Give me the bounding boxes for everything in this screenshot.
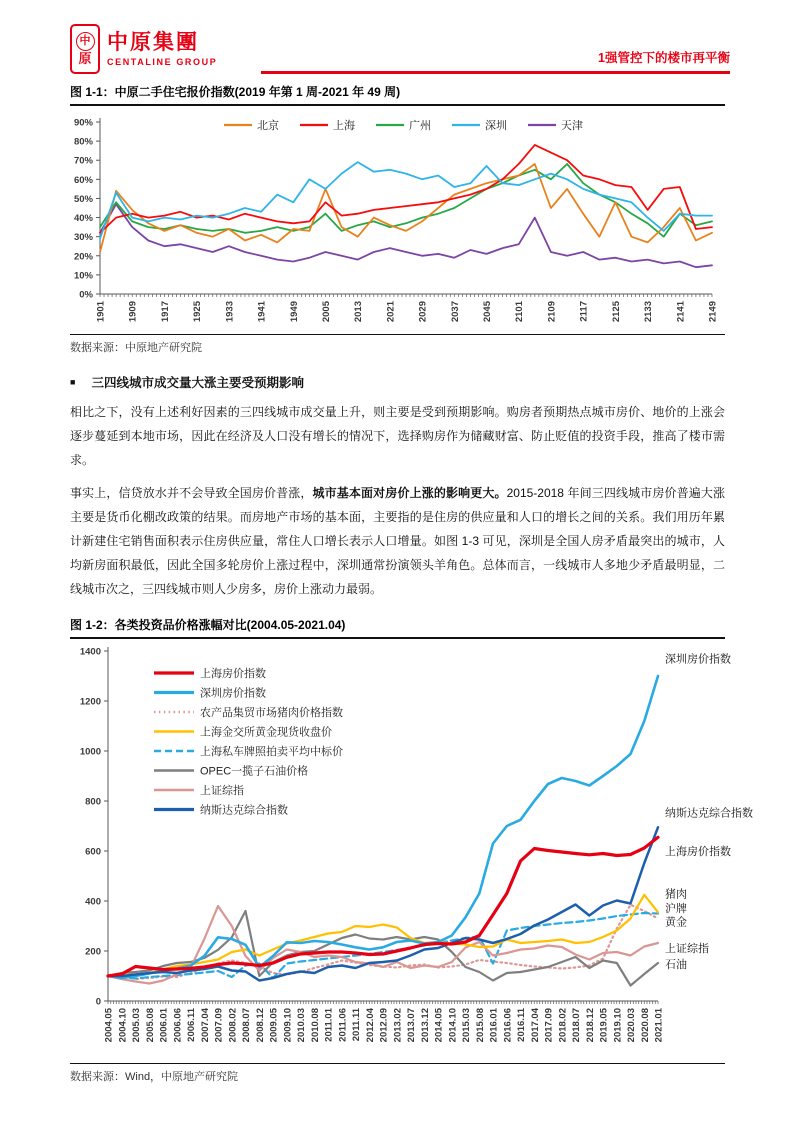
figure-1-2-caption: 图 1-2：各类投资品价格涨幅对比(2004.05-2021.04) bbox=[70, 613, 725, 639]
x-tick-label: 1933 bbox=[224, 301, 236, 323]
x-tick-label: 2013.12 bbox=[419, 1008, 431, 1043]
header-rule bbox=[261, 48, 730, 74]
x-tick-label: 2012.04 bbox=[364, 1008, 376, 1043]
figure-1-2-line-chart bbox=[70, 639, 770, 1063]
x-tick-label: 2011.06 bbox=[337, 1008, 349, 1042]
legend-label: OPEC一揽子石油价格 bbox=[200, 765, 309, 778]
x-tick-label: 2020.03 bbox=[626, 1008, 637, 1043]
x-tick-label: 2029 bbox=[417, 301, 429, 323]
x-tick-label: 2013 bbox=[353, 301, 365, 323]
y-tick-label: 1200 bbox=[79, 696, 101, 708]
series-line-上海 bbox=[100, 145, 712, 233]
x-tick-label: 2008.02 bbox=[227, 1008, 239, 1043]
series-annotation: 上海房价指数 bbox=[665, 846, 731, 858]
x-tick-label: 2017.04 bbox=[529, 1008, 541, 1043]
y-tick-label: 1400 bbox=[79, 646, 101, 658]
source-text: 数据来源：Wind，中原地产研究院 bbox=[70, 1071, 239, 1083]
x-tick-label: 2012.09 bbox=[378, 1008, 390, 1043]
paragraph-2-emphasis: 城市基本面对房价上涨的影响更大。 bbox=[312, 486, 507, 500]
series-annotation: 深圳房价指数 bbox=[665, 653, 731, 666]
x-tick-label: 2019.05 bbox=[598, 1008, 610, 1043]
x-tick-label: 2149 bbox=[707, 301, 719, 323]
series-annotation: 石油 bbox=[665, 959, 687, 971]
x-tick-label: 2045 bbox=[482, 301, 494, 323]
square-bullet-icon: ■ bbox=[70, 377, 76, 387]
legend-label: 上海房价指数 bbox=[200, 668, 266, 680]
x-tick-label: 2013.07 bbox=[406, 1008, 417, 1043]
x-tick-label: 2017.09 bbox=[543, 1008, 555, 1043]
y-tick-label: 10% bbox=[73, 270, 93, 282]
centaline-logo bbox=[70, 24, 217, 74]
x-tick-label: 2004.10 bbox=[117, 1008, 129, 1043]
series-annotation: 黄金 bbox=[665, 916, 687, 929]
page-header bbox=[70, 24, 730, 74]
section-heading bbox=[70, 373, 725, 391]
y-tick-label: 1000 bbox=[79, 746, 101, 758]
x-tick-label: 2007.04 bbox=[199, 1008, 211, 1043]
chart-axes bbox=[104, 647, 658, 1004]
paragraph-2-rest: 2015-2018 年间三四线城市房价普遍大涨主要是货币化棚改政策的结果。而房地产市场的基本面，主要指的是住房的供应量和人口的增长之间的关系。我们用历年累计新建住宅销售面积表示住房供应量，常住人口增长表示人口增量。如图 1-3 可见，深圳是全国人房矛盾最突出的城市，人均新房面积最低，因此全国多轮房价上涨过程中，深圳通常扮演领头羊角色。总体而言，一线城市人多地少矛盾最明显，二线城市次之，三四线城市则人少房多，房价上涨动力最弱。 bbox=[70, 486, 725, 596]
x-tick-label: 2004.05 bbox=[103, 1008, 115, 1043]
y-tick-label: 40% bbox=[73, 213, 93, 225]
x-tick-label: 2005.08 bbox=[144, 1008, 156, 1043]
x-tick-label: 2109 bbox=[546, 301, 558, 323]
x-tick-label: 1901 bbox=[95, 301, 107, 323]
page-content bbox=[70, 80, 753, 1084]
x-tick-label: 2016.01 bbox=[488, 1008, 500, 1043]
x-tick-label: 2117 bbox=[578, 301, 590, 322]
seal-bottom-char: 原 bbox=[78, 50, 92, 66]
legend-label: 上海私车牌照拍卖平均中标价 bbox=[200, 746, 343, 758]
x-tick-label: 2010.03 bbox=[296, 1008, 307, 1043]
paragraph-1 bbox=[70, 400, 725, 472]
y-tick-label: 70% bbox=[73, 155, 93, 167]
legend-label: 上海 bbox=[333, 120, 355, 132]
y-tick-label: 60% bbox=[73, 174, 93, 186]
x-tick-label: 1925 bbox=[192, 301, 204, 323]
x-tick-label: 2005 bbox=[320, 301, 332, 323]
figure-1-2-source bbox=[70, 1063, 725, 1084]
y-tick-label: 0 bbox=[95, 996, 101, 1008]
y-tick-label: 200 bbox=[85, 946, 101, 958]
x-tick-label: 2018.07 bbox=[571, 1008, 582, 1043]
legend-label: 天津 bbox=[561, 120, 583, 132]
x-tick-label: 1949 bbox=[288, 301, 300, 323]
series-line-北京 bbox=[100, 164, 712, 252]
series-annotation: 沪牌 bbox=[665, 902, 687, 915]
x-tick-label: 2005.03 bbox=[131, 1008, 142, 1043]
y-tick-label: 30% bbox=[73, 232, 93, 244]
y-tick-label: 20% bbox=[73, 251, 93, 263]
x-tick-label: 2013.02 bbox=[392, 1008, 404, 1043]
legend-label: 农产品集贸市场猪肉价格指数 bbox=[200, 707, 343, 719]
x-tick-label: 2018.12 bbox=[584, 1008, 596, 1043]
centaline-seal-icon bbox=[70, 24, 100, 74]
x-tick-label: 2006.06 bbox=[172, 1008, 184, 1043]
series-line-深圳房价指数 bbox=[108, 676, 658, 978]
figure-1-1-line-chart bbox=[70, 106, 725, 334]
legend-label: 广州 bbox=[409, 120, 431, 132]
paragraph-2-lead: 事实上，信贷放水并不会导致全国房价普涨， bbox=[70, 486, 313, 500]
y-tick-label: 400 bbox=[85, 896, 101, 908]
x-tick-label: 2016.06 bbox=[502, 1008, 514, 1043]
x-tick-label: 2011.01 bbox=[323, 1008, 335, 1042]
legend-label: 上海金交所黄金现货收盘价 bbox=[200, 726, 332, 739]
legend-label: 深圳房价指数 bbox=[200, 687, 266, 700]
x-tick-label: 2101 bbox=[514, 301, 526, 323]
y-tick-label: 800 bbox=[85, 796, 101, 808]
y-tick-label: 80% bbox=[73, 136, 93, 148]
logo-name-en: CENTALINE GROUP bbox=[107, 57, 218, 67]
y-tick-label: 600 bbox=[85, 846, 101, 858]
seal-top-char: 中 bbox=[76, 32, 95, 51]
paragraph-1-text: 相比之下，没有上述利好因素的三四线城市成交量上升，则主要是受到预期影响。购房者预期热点城市房价、地价的上涨会逐步蔓延到本地市场，因此在经济及人口没有增长的情况下，选择购房作为储藏财富、防止贬值的投资手段，推高了楼市需求。 bbox=[70, 405, 725, 467]
chart-axes bbox=[96, 118, 712, 297]
legend-label: 纳斯达克综合指数 bbox=[200, 804, 288, 817]
x-tick-label: 2006.11 bbox=[186, 1008, 197, 1042]
x-tick-label: 2015.08 bbox=[474, 1008, 486, 1043]
x-tick-label: 2019.10 bbox=[612, 1008, 624, 1043]
x-tick-label: 2021.01 bbox=[653, 1008, 665, 1043]
paragraph-2 bbox=[70, 481, 725, 601]
logo-text bbox=[107, 31, 217, 67]
x-tick-label: 1917 bbox=[159, 301, 171, 323]
x-tick-label: 2141 bbox=[675, 301, 687, 323]
x-tick-label: 2015.03 bbox=[461, 1008, 472, 1043]
y-tick-label: 90% bbox=[73, 117, 93, 129]
x-tick-label: 2011.11 bbox=[351, 1008, 362, 1042]
figure-1-1-caption: 图 1-1：中原二手住宅报价指数(2019 年第 1 周-2021 年 49 周) bbox=[70, 80, 725, 106]
x-tick-label: 2009.10 bbox=[282, 1008, 294, 1043]
series-annotation: 上证综指 bbox=[665, 943, 709, 955]
x-tick-label: 2125 bbox=[610, 301, 622, 323]
x-tick-label: 2009.05 bbox=[268, 1008, 280, 1043]
x-tick-label: 2018.02 bbox=[557, 1008, 569, 1043]
series-annotation: 纳斯达克综合指数 bbox=[665, 807, 753, 820]
x-tick-label: 2008.07 bbox=[241, 1008, 252, 1043]
legend-label: 深圳 bbox=[485, 120, 507, 132]
x-tick-label: 2014.05 bbox=[433, 1008, 445, 1043]
x-tick-label: 2020.08 bbox=[639, 1008, 651, 1043]
section-heading-text: 三四线城市成交量大涨主要受预期影响 bbox=[91, 376, 304, 390]
series-line-上海金交所黄金现货收盘价 bbox=[108, 895, 658, 976]
series-annotation: 猪肉 bbox=[665, 888, 687, 901]
report-title: 1强管控下的楼市再平衡 bbox=[598, 51, 730, 65]
x-tick-label: 2021 bbox=[385, 301, 397, 323]
y-tick-label: 50% bbox=[73, 193, 93, 205]
x-tick-label: 2007.09 bbox=[213, 1008, 225, 1043]
logo-name-cn: 中原集團 bbox=[107, 31, 199, 54]
legend-label: 上证综指 bbox=[200, 785, 244, 797]
legend-label: 北京 bbox=[257, 120, 279, 132]
x-tick-label: 2133 bbox=[643, 301, 655, 323]
source-text: 数据来源：中原地产研究院 bbox=[70, 342, 202, 354]
x-tick-label: 2014.10 bbox=[447, 1008, 459, 1043]
x-tick-label: 2008.12 bbox=[254, 1008, 266, 1043]
x-tick-label: 2010.08 bbox=[309, 1008, 321, 1043]
x-tick-label: 1909 bbox=[127, 301, 139, 323]
x-tick-label: 1941 bbox=[256, 301, 268, 323]
x-tick-label: 2006.01 bbox=[158, 1008, 170, 1043]
y-tick-label: 0% bbox=[79, 289, 93, 301]
figure-1-1-source bbox=[70, 334, 725, 355]
x-tick-label: 2037 bbox=[449, 301, 461, 323]
x-tick-label: 2016.11 bbox=[516, 1008, 527, 1042]
